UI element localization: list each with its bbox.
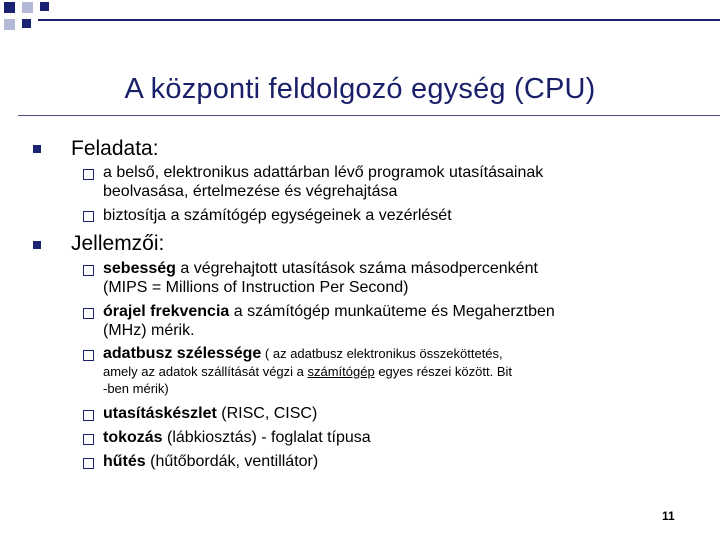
- title-underline: [18, 115, 720, 116]
- slide-title: A központi feldolgozó egység (CPU): [124, 73, 596, 105]
- item-text: (RISC, CISC): [216, 405, 318, 422]
- checkbox-bullet-icon: [83, 350, 94, 361]
- list-item: [103, 206, 693, 225]
- item-term: sebesség: [103, 260, 176, 277]
- item-text: egyes részei között. Bit: [374, 364, 512, 379]
- checkbox-bullet-icon: [83, 434, 94, 445]
- checkbox-bullet-icon: [83, 265, 94, 276]
- item-line: a belső, elektronikus adattárban lévő programok utasításainak: [103, 164, 544, 181]
- list-item: [103, 452, 693, 471]
- computer-link[interactable]: számítógép: [307, 364, 375, 379]
- item-text: (lábkiosztás) - foglalat típusa: [162, 429, 371, 446]
- item-term: hűtés: [103, 453, 146, 470]
- checkbox-bullet-icon: [83, 211, 94, 222]
- item-line: beolvasása, értelmezése és végrehajtása: [103, 183, 398, 200]
- list-item: [103, 259, 693, 297]
- checkbox-bullet-icon: [83, 410, 94, 421]
- item-line: (MIPS = Millions of Instruction Per Second): [103, 279, 409, 296]
- list-item: [103, 302, 693, 340]
- top-rule: [38, 19, 720, 21]
- item-text: ( az adatbusz elektronikus összeköttetés,: [261, 346, 503, 361]
- checkbox-bullet-icon: [83, 308, 94, 319]
- checkbox-bullet-icon: [83, 169, 94, 180]
- bullet-square-icon: [33, 241, 41, 249]
- item-term: tokozás: [103, 429, 163, 446]
- item-line: -ben mérik): [103, 381, 169, 396]
- list-item: [103, 344, 693, 397]
- section-heading: Jellemzői:: [71, 232, 165, 255]
- item-line: (MHz) mérik.: [103, 322, 195, 339]
- page-number: 11: [662, 509, 675, 523]
- item-line: biztosítja a számítógép egységeinek a vezérlését: [103, 207, 452, 224]
- checkbox-bullet-icon: [83, 458, 94, 469]
- item-text: a végrehajtott utasítások száma másodpercenként: [175, 260, 538, 277]
- item-term: adatbusz szélessége: [103, 345, 262, 362]
- item-text: a számítógép munkaüteme és Megaherztben: [229, 303, 555, 320]
- list-item: [103, 428, 693, 447]
- item-text: amely az adatok szállítását végzi a: [103, 364, 308, 379]
- bullet-square-icon: [33, 145, 41, 153]
- section-heading: Feladata:: [71, 137, 159, 160]
- item-text: (hűtőbordák, ventillátor): [145, 453, 319, 470]
- item-term: utasításkészlet: [103, 405, 217, 422]
- item-term: órajel frekvencia: [103, 303, 230, 320]
- list-item: [103, 404, 693, 423]
- list-item: [103, 163, 693, 201]
